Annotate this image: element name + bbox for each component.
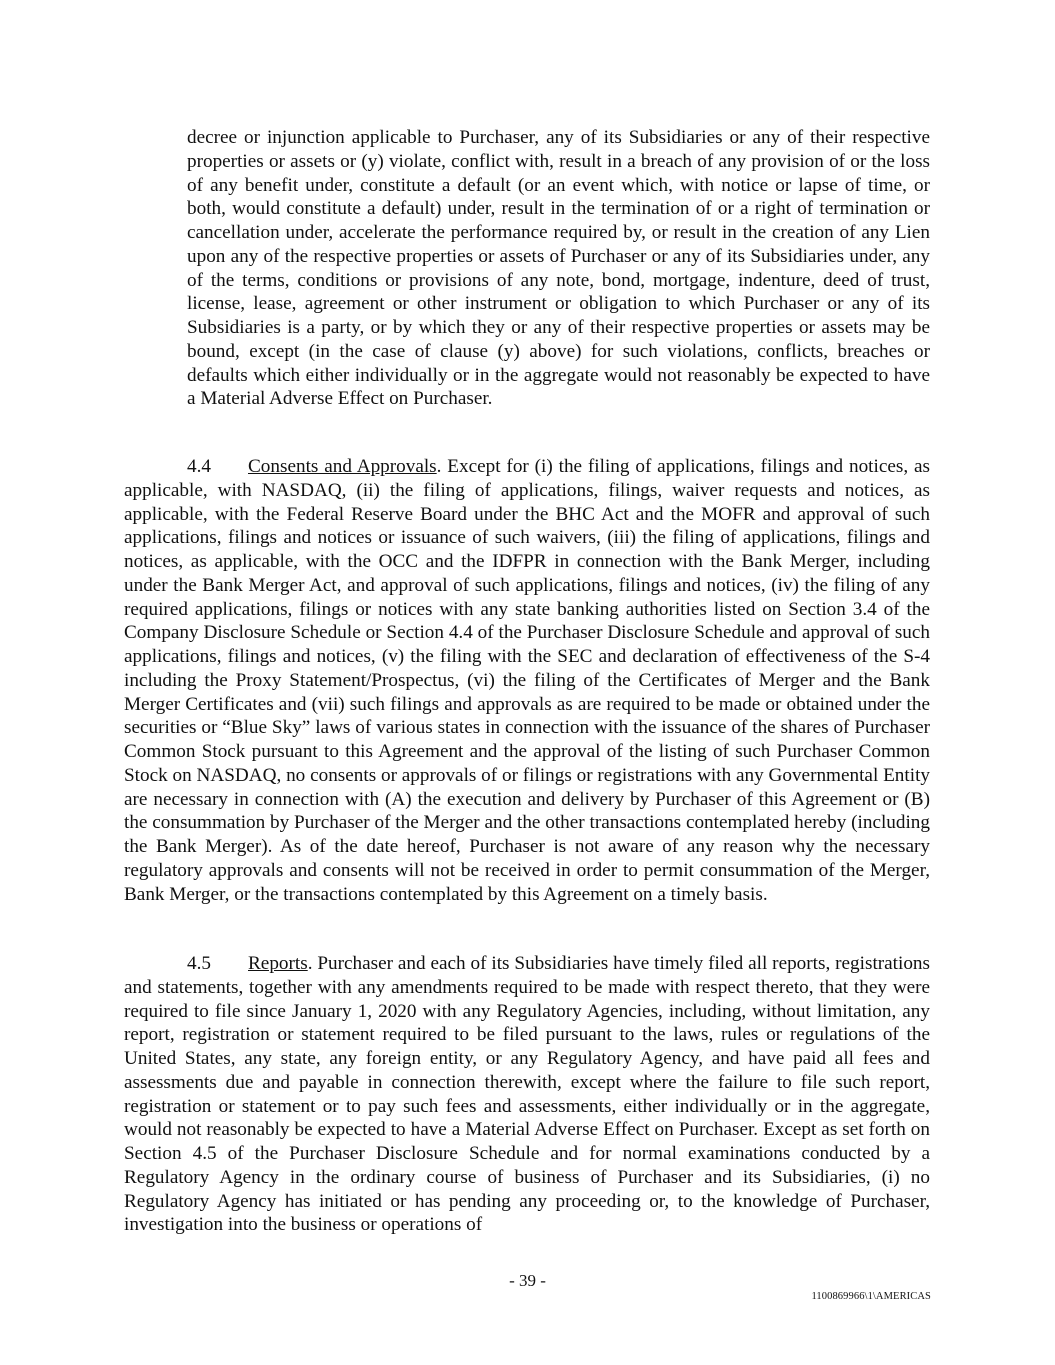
continuation-paragraph: decree or injunction applicable to Purchaser, any of its Subsidiaries or any of their respective properties or assets or (y) violate, conflict with, result in a breach of any provision of or the loss of any benefit under, constitute a default (or an event which, with notice or lapse of time, or both, would constitute a default) under, result in the termination of or a right of termination or cancellation under, accelerate the performance required by, or result in the creation of any Lien upon any of the respective properties or assets of Purchaser or any of its Subsidiaries under, any of the terms, conditions or provisions of any note, bond, mortgage, indenture, deed of trust, license, lease, agreement or other instrument or obligation to which Purchaser or any of its Subsidiaries is a party, or by which they or any of their respective properties or assets may be bound, except (in the case of clause (y) above) for such violations, conflicts, breaches or defaults which either individually or in the aggregate would not reasonably be expected to have a Material Adverse Effect on Purchaser. <box>187 127 930 410</box>
page-number: - 39 - <box>509 1271 546 1290</box>
section-body: . Purchaser and each of its Subsidiaries have timely filed all reports, registrations and statements, together with any amendments required to be made with respect thereto, that they were required to file since January 1, 2020 with any Regulatory Agencies, including, without limitation, any report, registration or statement required to be filed pursuant to the laws, rules or regulations of the United States, any state, any foreign entity, or any Regulatory Agency, and have paid all fees and assessments due and payable in connection therewith, except where the failure to file such report, registration or statement or to pay such fees and assessments, either individually or in the aggregate, would not reasonably be expected to have a Material Adverse Effect on Purchaser. Except as set forth on Section 4.5 of the Purchaser Disclosure Schedule and for normal examinations conducted by a Regulatory Agency in the ordinary course of business of Purchaser and its Subsidiaries, (i) no Regulatory Agency has initiated or has pending any proceeding or, to the knowledge of Purchaser, investigation into the business or operations of <box>124 953 930 1236</box>
section-title: Reports <box>248 953 308 974</box>
document-id: 1100869966\1\AMERICAS <box>811 1291 931 1302</box>
section-body: . Except for (i) the filing of applications, filings and notices, as applicable, with NASDAQ, (ii) the filing of applications, filings, waiver requests and notices, as applicable, with the Federal Reserve Board under the BHC Act and the MOFR and approval of such applications, filings and notices or issuance of such waivers, (iii) the filing of applications, filings and notices, as applicable, with the OCC and the IDFPR in connection with the Bank Merger, including under the Bank Merger Act, and approval of such applications, filings and notices, (iv) the filing of any required applications, filings or notices with any state banking authorities listed on Section 3.4 of the Company Disclosure Schedule or Section 4.4 of the Purchaser Disclosure Schedule and approval of such applications, filings and notices, (v) the filing with the SEC and declaration of effectiveness of the S-4 including the Proxy Statement/Prospectus, (vi) the filing of the Certificates of Merger and the Bank Merger Certificates and (vii) such filings and approvals as are required to be made or obtained under the securities or “Blue Sky” laws of various states in connection with the issuance of the shares of Purchaser Common Stock pursuant to this Agreement and the approval of the listing of such Purchaser Common Stock on NASDAQ, no consents or approvals of or filings or registrations with any Governmental Entity are necessary in connection with (A) the execution and delivery by Purchaser of this Agreement or (B) the consummation by Purchaser of the Merger and the other transactions contemplated hereby (including the Bank Merger). As of the date hereof, Purchaser is not aware of any reason why the necessary regulatory approvals and consents will not be received in order to permit consummation of the Merger, Bank Merger, or the transactions contemplated by this Agreement on a timely basis. <box>124 456 930 905</box>
section-number: 4.4 <box>187 456 211 477</box>
section-title: Consents and Approvals <box>248 456 437 477</box>
section-4-4-paragraph <box>124 455 930 906</box>
section-4-5-paragraph <box>124 952 930 1237</box>
section-number: 4.5 <box>187 953 211 974</box>
